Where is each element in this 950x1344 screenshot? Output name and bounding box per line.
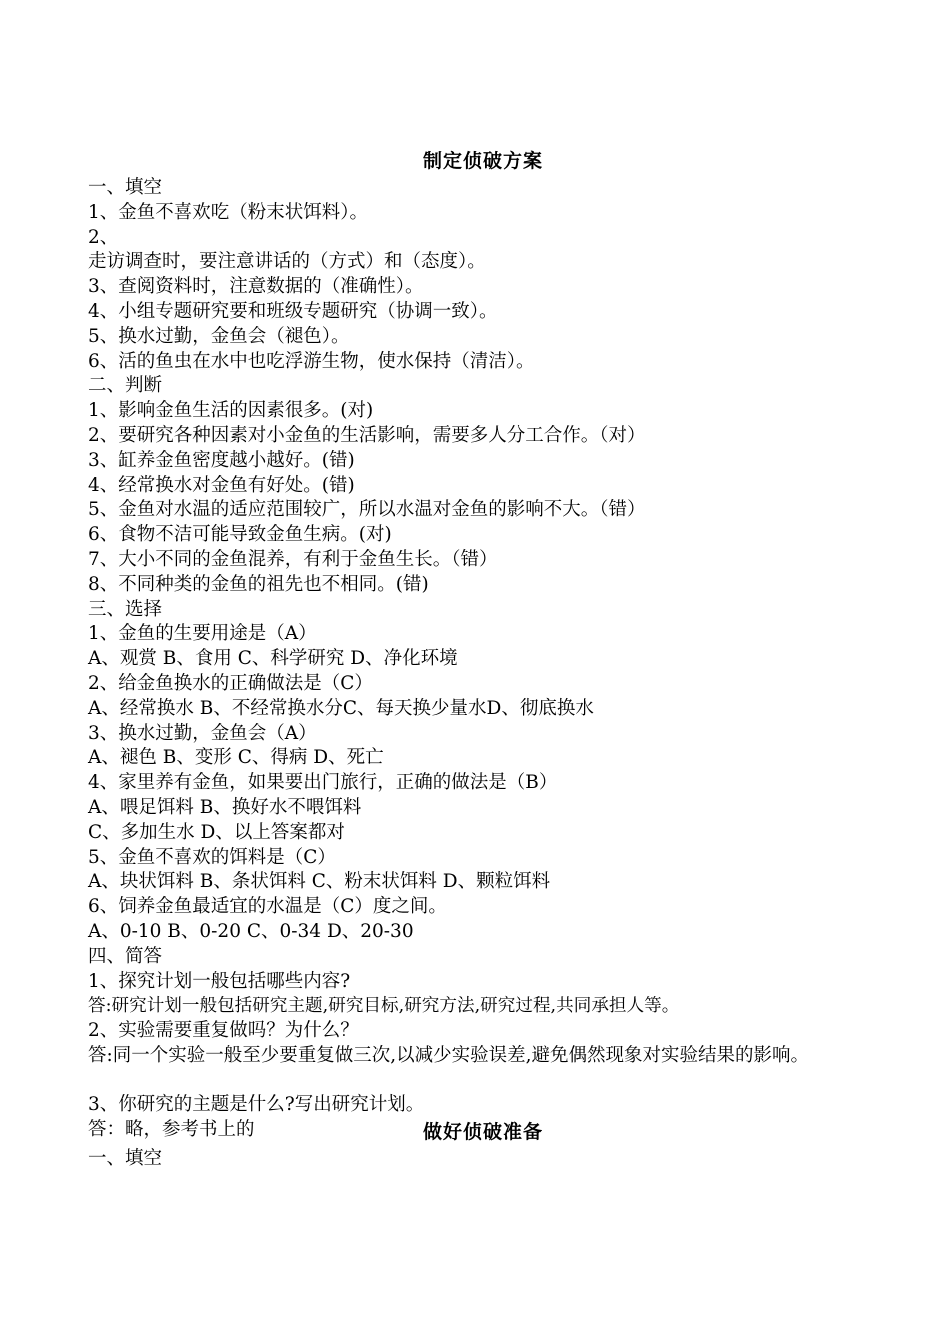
choice-question: 2、给金鱼换水的正确做法是（C） xyxy=(88,672,373,694)
judge-item: 7、大小不同的金鱼混养，有利于金鱼生长。（错） xyxy=(88,548,498,570)
judge-item: 6、食物不洁可能导致金鱼生病。(对) xyxy=(88,524,392,546)
section-heading-judge: 二、判断 xyxy=(88,375,163,397)
section-title: 制定侦破方案 xyxy=(422,150,543,172)
section-heading-choice: 三、选择 xyxy=(88,598,163,620)
section-heading-fill: 一、填空 xyxy=(88,177,163,198)
choice-options: A、0-10 B、0-20 C、0-34 D、20-30 xyxy=(88,920,414,942)
choice-question: 6、饲养金鱼最适宜的水温是（C）度之间。 xyxy=(88,896,447,918)
judge-item: 4、经常换水对金鱼有好处。(错) xyxy=(88,474,355,496)
fill-item: 2、 xyxy=(88,226,119,248)
choice-options: A、观赏 B、食用 C、科学研究 D、净化环境 xyxy=(88,648,458,670)
judge-item: 1、影响金鱼生活的因素很多。(对) xyxy=(88,400,374,422)
choice-options: C、多加生水 D、以上答案都对 xyxy=(88,821,345,843)
section-heading-fill: 一、填空 xyxy=(88,1148,163,1170)
judge-item: 8、不同种类的金鱼的祖先也不相同。(错) xyxy=(88,573,429,595)
choice-question: 5、金鱼不喜欢的饵料是（C） xyxy=(88,846,336,868)
fill-item: 5、换水过勤，金鱼会（褪色）。 xyxy=(88,325,350,347)
judge-item: 2、要研究各种因素对小金鱼的生活影响，需要多人分工合作。（对） xyxy=(88,424,646,446)
section-title: 做好侦破准备 xyxy=(422,1121,543,1144)
choice-question: 4、家里养有金鱼，如果要出门旅行，正确的做法是（B） xyxy=(88,772,558,794)
fill-item: 1、金鱼不喜欢吃（粉末状饵料）。 xyxy=(88,201,369,223)
document-content xyxy=(88,146,878,1172)
answer-question: 1、探究计划一般包括哪些内容? xyxy=(88,970,351,992)
choice-options: A、经常换水 B、不经常换水分C、每天换少量水D、彻底换水 xyxy=(88,697,594,719)
choice-question: 1、金鱼的生要用途是（A） xyxy=(88,623,317,645)
blank-line xyxy=(88,1069,878,1094)
answer-text: 答：略，参考书上的 xyxy=(88,1119,255,1141)
answer-question: 3、你研究的主题是什么?写出研究计划。 xyxy=(88,1094,425,1116)
choice-options: A、块状饵料 B、条状饵料 C、粉末状饵料 D、颗粒饵料 xyxy=(88,871,551,893)
section-heading-answer: 四、简答 xyxy=(88,945,163,967)
choice-options: A、褪色 B、变形 C、得病 D、死亡 xyxy=(88,747,384,769)
answer-question: 2、实验需要重复做吗？为什么？ xyxy=(88,1020,359,1042)
fill-item: 走访调查时，要注意讲话的（方式）和（态度）。 xyxy=(88,251,486,273)
choice-options: A、喂足饵料 B、换好水不喂饵料 xyxy=(88,796,362,818)
choice-question: 3、换水过勤，金鱼会（A） xyxy=(88,722,317,744)
judge-item: 5、金鱼对水温的适应范围较广，所以水温对金鱼的影响不大。（错） xyxy=(88,499,646,521)
fill-item: 4、小组专题研究要和班级专题研究（协调一致）。 xyxy=(88,300,498,322)
fill-item: 6、活的鱼虫在水中也吃浮游生物，使水保持（清洁）。 xyxy=(88,350,535,372)
fill-item: 3、查阅资料时，注意数据的（准确性）。 xyxy=(88,276,424,298)
answer-text: 答:研究计划一般包括研究主题,研究目标,研究方法,研究过程,共同承担人等。 xyxy=(88,996,680,1017)
answer-text: 答:同一个实验一般至少要重复做三次,以减少实验误差,避免偶然现象对实验结果的影响。 xyxy=(88,1044,809,1066)
judge-item: 3、缸养金鱼密度越小越好。(错) xyxy=(88,449,355,471)
